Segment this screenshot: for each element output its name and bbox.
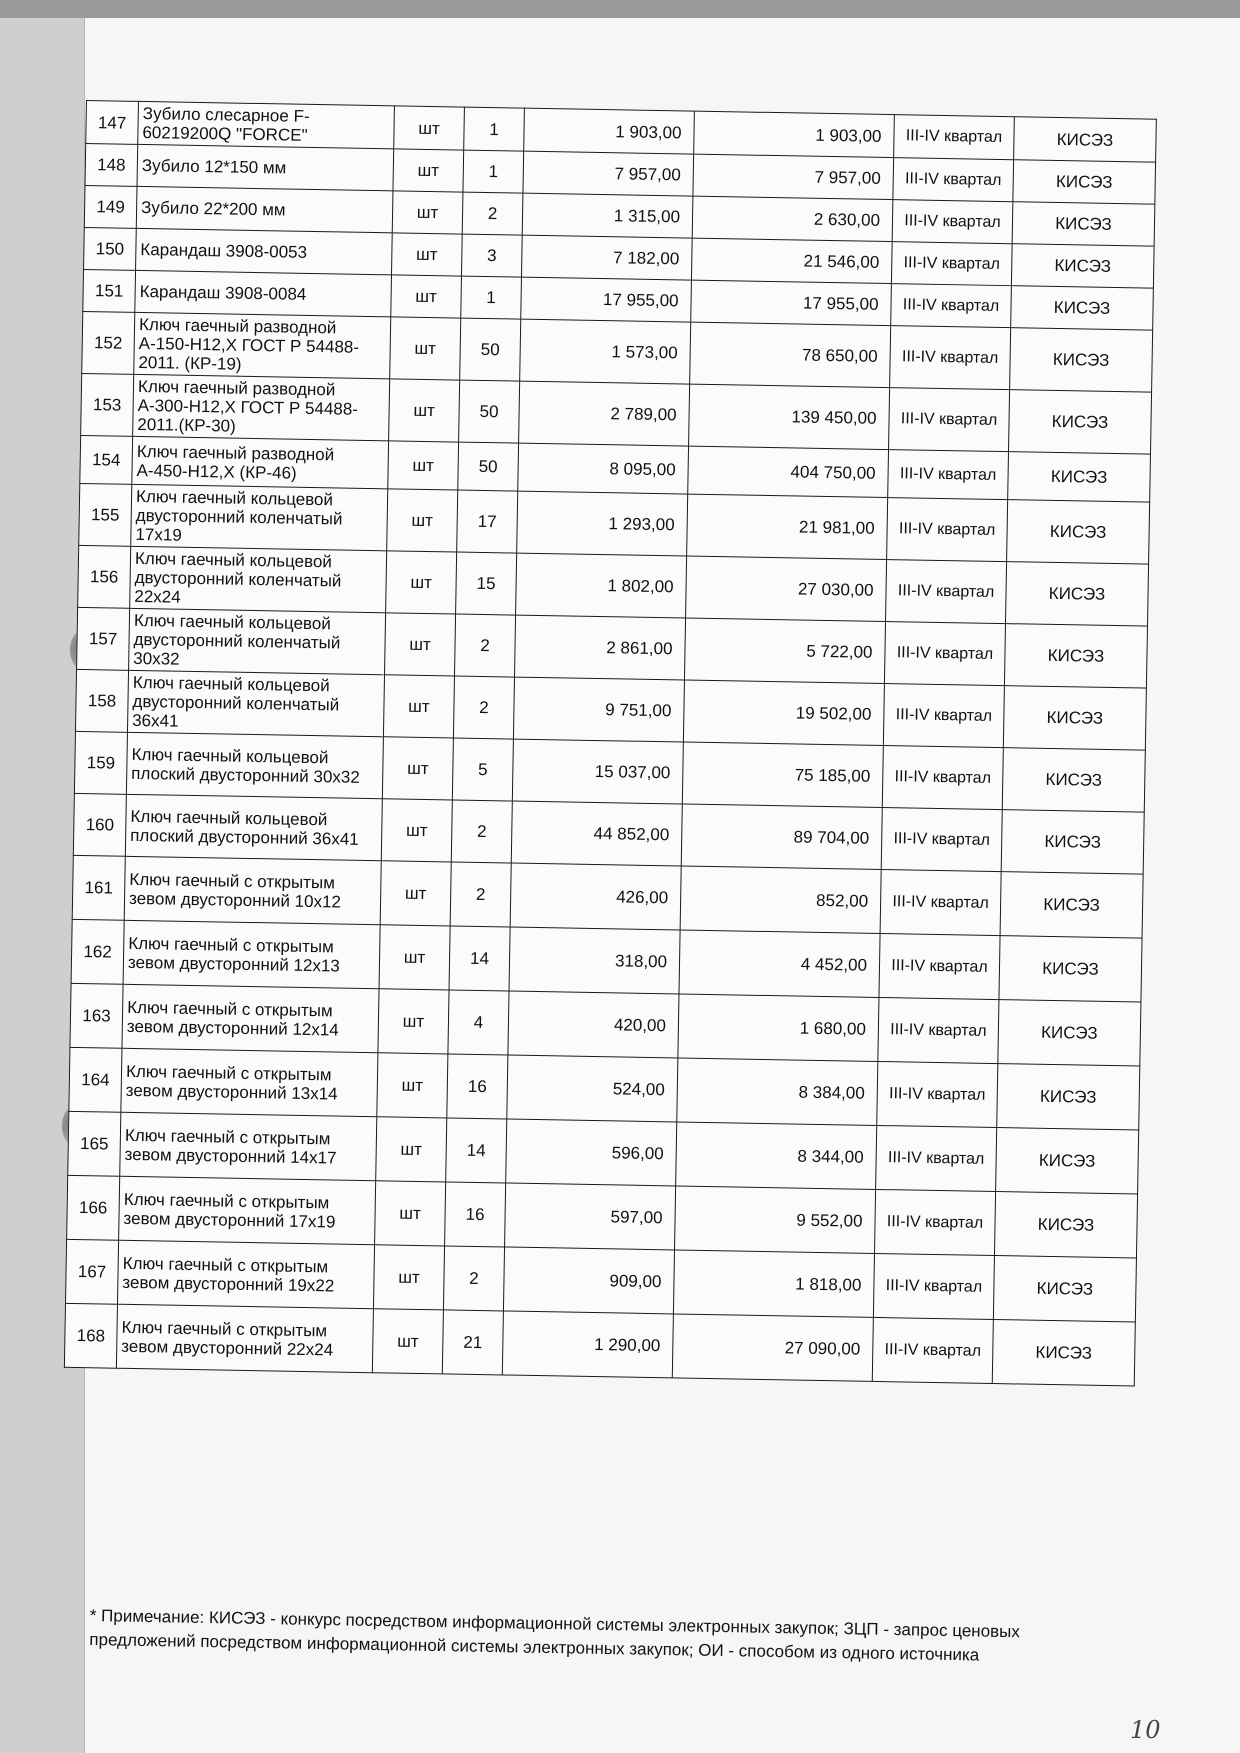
unit-cell: шт bbox=[388, 441, 459, 490]
total-amount-cell: 27 090,00 bbox=[672, 1314, 873, 1381]
delivery-period-cell: III-IV квартал bbox=[890, 326, 1011, 390]
row-number-cell: 166 bbox=[67, 1175, 120, 1240]
unit-cell: шт bbox=[391, 233, 462, 276]
unit-price-cell: 2 861,00 bbox=[514, 615, 685, 680]
procurement-method-cell: КИСЭЗ bbox=[1003, 686, 1146, 750]
item-name-cell: Ключ гаечный с открытым зевом двусторонний 13х14 bbox=[121, 1048, 378, 1116]
procurement-table-container bbox=[64, 100, 1156, 1386]
item-name-cell: Ключ гаечный с открытым зевом двусторонний 17х19 bbox=[119, 1176, 376, 1244]
item-name-cell: Ключ гаечный с открытым зевом двусторонний 22х24 bbox=[116, 1304, 373, 1372]
item-name-cell: Ключ гаечный кольцевой плоский двусторонний 36х41 bbox=[125, 794, 382, 860]
procurement-method-cell: КИСЭЗ bbox=[1000, 872, 1143, 938]
unit-price-cell: 2 789,00 bbox=[519, 381, 690, 446]
total-amount-cell: 19 502,00 bbox=[683, 680, 884, 745]
total-amount-cell: 2 630,00 bbox=[692, 196, 893, 241]
quantity-cell: 2 bbox=[451, 800, 512, 863]
delivery-period-cell: III-IV квартал bbox=[882, 746, 1003, 810]
procurement-method-cell: КИСЭЗ bbox=[1002, 748, 1145, 812]
row-number-cell: 161 bbox=[72, 855, 125, 920]
item-name-cell: Ключ гаечный с открытым зевом двусторонний 19х22 bbox=[117, 1240, 374, 1308]
unit-cell: шт bbox=[378, 989, 449, 1054]
procurement-method-cell: КИСЭЗ bbox=[1011, 286, 1154, 330]
quantity-cell: 1 bbox=[461, 276, 522, 319]
item-name-cell: Ключ гаечный разводной А-300-Н12,Х ГОСТ Р 54488-2011.(КР-30) bbox=[133, 374, 390, 440]
total-amount-cell: 21 981,00 bbox=[687, 494, 888, 559]
quantity-cell: 2 bbox=[455, 614, 516, 677]
total-amount-cell: 139 450,00 bbox=[689, 384, 890, 449]
page-number: 10 bbox=[1130, 1716, 1161, 1744]
row-number-cell: 149 bbox=[84, 185, 137, 228]
item-name-cell: Ключ гаечный с открытым зевом двусторонний 14х17 bbox=[120, 1112, 377, 1180]
row-number-cell: 153 bbox=[81, 373, 134, 436]
quantity-cell: 2 bbox=[453, 676, 514, 739]
delivery-period-cell: III-IV квартал bbox=[878, 997, 999, 1063]
procurement-method-cell: КИСЭЗ bbox=[1004, 624, 1147, 688]
row-number-cell: 164 bbox=[69, 1047, 122, 1112]
total-amount-cell: 1 818,00 bbox=[673, 1250, 874, 1317]
row-number-cell: 168 bbox=[64, 1303, 117, 1368]
unit-cell: шт bbox=[386, 551, 457, 614]
item-name-cell: Ключ гаечный кольцевой двусторонний коленчатый 36х41 bbox=[127, 670, 384, 736]
unit-price-cell: 15 037,00 bbox=[512, 739, 683, 804]
unit-cell: шт bbox=[380, 861, 451, 926]
delivery-period-cell: III-IV квартал bbox=[884, 622, 1005, 686]
procurement-method-cell: КИСЭЗ bbox=[994, 1192, 1137, 1258]
delivery-period-cell: III-IV квартал bbox=[887, 498, 1008, 562]
quantity-cell: 15 bbox=[456, 552, 517, 615]
unit-cell: шт bbox=[391, 275, 462, 318]
item-name-cell: Ключ гаечный кольцевой двусторонний коленчатый 30х32 bbox=[129, 608, 386, 674]
total-amount-cell: 7 957,00 bbox=[693, 154, 894, 199]
delivery-period-cell: III-IV квартал bbox=[876, 1125, 997, 1191]
delivery-period-cell: III-IV квартал bbox=[872, 1317, 993, 1383]
unit-cell: шт bbox=[373, 1245, 444, 1310]
row-number-cell: 148 bbox=[85, 144, 138, 187]
quantity-cell: 14 bbox=[449, 926, 510, 991]
row-number-cell: 163 bbox=[70, 983, 123, 1048]
row-number-cell: 167 bbox=[65, 1239, 118, 1304]
unit-price-cell: 1 290,00 bbox=[502, 1311, 673, 1378]
delivery-period-cell: III-IV квартал bbox=[880, 869, 1001, 935]
delivery-period-cell: III-IV квартал bbox=[891, 284, 1012, 328]
procurement-method-cell: КИСЭЗ bbox=[1007, 500, 1150, 564]
unit-cell: шт bbox=[372, 1309, 443, 1374]
row-number-cell: 157 bbox=[77, 607, 130, 670]
unit-cell: шт bbox=[383, 675, 454, 738]
unit-cell: шт bbox=[393, 149, 464, 192]
total-amount-cell: 5 722,00 bbox=[684, 618, 885, 683]
quantity-cell: 1 bbox=[464, 107, 525, 151]
unit-price-cell: 44 852,00 bbox=[511, 801, 682, 866]
unit-cell: шт bbox=[376, 1117, 447, 1182]
delivery-period-cell: III-IV квартал bbox=[874, 1189, 995, 1255]
unit-price-cell: 8 095,00 bbox=[518, 443, 689, 494]
quantity-cell: 1 bbox=[463, 150, 524, 193]
unit-cell: шт bbox=[379, 925, 450, 990]
row-number-cell: 160 bbox=[73, 793, 126, 856]
delivery-period-cell: III-IV квартал bbox=[892, 200, 1013, 244]
total-amount-cell: 9 552,00 bbox=[675, 1186, 876, 1253]
item-name-cell: Ключ гаечный с открытым зевом двусторонний 12х13 bbox=[123, 920, 380, 988]
unit-cell: шт bbox=[377, 1053, 448, 1118]
row-number-cell: 155 bbox=[79, 483, 132, 546]
footnote: * Примечание: КИСЭЗ - конкурс посредством информационной системы электронных закупок; ЗЦП - запрос ценовых предложений посредством информационной системы электронных закупок; ОИ - способом из одного источника bbox=[89, 1605, 1021, 1665]
unit-cell: шт bbox=[394, 106, 465, 150]
quantity-cell: 2 bbox=[462, 192, 523, 235]
row-number-cell: 162 bbox=[71, 919, 124, 984]
unit-price-cell: 1 903,00 bbox=[524, 108, 695, 154]
row-number-cell: 165 bbox=[68, 1111, 121, 1176]
procurement-method-cell: КИСЭЗ bbox=[1011, 244, 1154, 288]
procurement-method-cell: КИСЭЗ bbox=[992, 1320, 1135, 1386]
procurement-method-cell: КИСЭЗ bbox=[996, 1128, 1139, 1194]
row-number-cell: 152 bbox=[82, 311, 135, 374]
quantity-cell: 2 bbox=[450, 862, 511, 927]
unit-price-cell: 909,00 bbox=[503, 1247, 674, 1314]
total-amount-cell: 27 030,00 bbox=[686, 556, 887, 621]
delivery-period-cell: III-IV квартал bbox=[888, 450, 1009, 500]
delivery-period-cell: III-IV квартал bbox=[877, 1061, 998, 1127]
item-name-cell: Ключ гаечный кольцевой двусторонний коленчатый 17х19 bbox=[131, 484, 388, 550]
item-name-cell: Ключ гаечный кольцевой двусторонний коленчатый 22х24 bbox=[130, 546, 387, 612]
procurement-method-cell: КИСЭЗ bbox=[1006, 562, 1149, 626]
procurement-method-cell: КИСЭЗ bbox=[1013, 160, 1156, 204]
quantity-cell: 5 bbox=[452, 738, 513, 801]
total-amount-cell: 4 452,00 bbox=[679, 930, 880, 997]
quantity-cell: 2 bbox=[443, 1246, 504, 1311]
procurement-method-cell: КИСЭЗ bbox=[1014, 117, 1157, 162]
quantity-cell: 50 bbox=[460, 318, 521, 381]
unit-price-cell: 1 573,00 bbox=[520, 319, 691, 384]
row-number-cell: 159 bbox=[74, 731, 127, 794]
delivery-period-cell: III-IV квартал bbox=[886, 560, 1007, 624]
item-name-cell: Ключ гаечный разводной А-450-Н12,Х (КР-46) bbox=[132, 436, 389, 488]
quantity-cell: 16 bbox=[445, 1182, 506, 1247]
item-name-cell: Ключ гаечный с открытым зевом двусторонний 12х14 bbox=[122, 984, 379, 1052]
item-name-cell: Ключ гаечный с открытым зевом двусторонний 10х12 bbox=[124, 856, 381, 924]
procurement-method-cell: КИСЭЗ bbox=[997, 1064, 1140, 1130]
unit-price-cell: 7 957,00 bbox=[523, 151, 694, 196]
total-amount-cell: 1 903,00 bbox=[694, 111, 895, 157]
unit-cell: шт bbox=[385, 613, 456, 676]
unit-cell: шт bbox=[387, 489, 458, 552]
total-amount-cell: 75 185,00 bbox=[682, 742, 883, 807]
total-amount-cell: 89 704,00 bbox=[681, 804, 882, 869]
unit-price-cell: 17 955,00 bbox=[521, 277, 692, 322]
quantity-cell: 14 bbox=[446, 1118, 507, 1183]
delivery-period-cell: III-IV квартал bbox=[883, 684, 1004, 748]
table-body bbox=[64, 101, 1156, 1386]
procurement-table bbox=[64, 100, 1157, 1386]
procurement-method-cell: КИСЭЗ bbox=[999, 936, 1142, 1002]
unit-cell: шт bbox=[390, 317, 461, 380]
quantity-cell: 16 bbox=[447, 1054, 508, 1119]
unit-price-cell: 9 751,00 bbox=[513, 677, 684, 742]
item-name-cell: Ключ гаечный кольцевой плоский двусторонний 30х32 bbox=[126, 732, 383, 798]
unit-price-cell: 318,00 bbox=[509, 927, 680, 994]
total-amount-cell: 78 650,00 bbox=[690, 322, 891, 387]
unit-cell: шт bbox=[389, 379, 460, 442]
total-amount-cell: 17 955,00 bbox=[691, 280, 892, 325]
delivery-period-cell: III-IV квартал bbox=[889, 388, 1010, 452]
row-number-cell: 158 bbox=[75, 669, 128, 732]
row-number-cell: 156 bbox=[78, 545, 131, 608]
total-amount-cell: 21 546,00 bbox=[691, 238, 892, 283]
quantity-cell: 50 bbox=[458, 442, 519, 491]
unit-price-cell: 1 802,00 bbox=[516, 553, 687, 618]
unit-cell: шт bbox=[381, 799, 452, 862]
row-number-cell: 150 bbox=[84, 227, 137, 270]
scan-top-edge bbox=[0, 0, 1240, 18]
item-name-cell: Зубило 22*200 мм bbox=[136, 186, 393, 232]
quantity-cell: 50 bbox=[459, 380, 520, 443]
total-amount-cell: 404 750,00 bbox=[688, 446, 889, 497]
delivery-period-cell: III-IV квартал bbox=[879, 933, 1000, 999]
unit-price-cell: 1 315,00 bbox=[522, 193, 693, 238]
unit-cell: шт bbox=[375, 1181, 446, 1246]
delivery-period-cell: III-IV квартал bbox=[893, 158, 1014, 202]
item-name-cell: Зубило 12*150 мм bbox=[137, 144, 394, 190]
row-number-cell: 154 bbox=[80, 435, 133, 484]
total-amount-cell: 1 680,00 bbox=[678, 994, 879, 1061]
procurement-method-cell: КИСЭЗ bbox=[1010, 328, 1153, 392]
unit-price-cell: 524,00 bbox=[507, 1055, 678, 1122]
total-amount-cell: 852,00 bbox=[680, 866, 881, 933]
quantity-cell: 17 bbox=[457, 490, 518, 553]
delivery-period-cell: III-IV квартал bbox=[873, 1253, 994, 1319]
row-number-cell: 151 bbox=[83, 269, 136, 312]
unit-price-cell: 597,00 bbox=[505, 1183, 676, 1250]
procurement-method-cell: КИСЭЗ bbox=[998, 1000, 1141, 1066]
unit-price-cell: 426,00 bbox=[510, 863, 681, 930]
item-name-cell: Карандаш 3908-0053 bbox=[136, 228, 393, 274]
quantity-cell: 21 bbox=[442, 1310, 503, 1375]
unit-price-cell: 1 293,00 bbox=[517, 491, 688, 556]
unit-price-cell: 7 182,00 bbox=[521, 235, 692, 280]
quantity-cell: 4 bbox=[448, 990, 509, 1055]
procurement-method-cell: КИСЭЗ bbox=[1009, 390, 1152, 454]
procurement-method-cell: КИСЭЗ bbox=[1008, 452, 1151, 502]
unit-price-cell: 420,00 bbox=[508, 991, 679, 1058]
procurement-method-cell: КИСЭЗ bbox=[1001, 810, 1144, 874]
row-number-cell: 147 bbox=[86, 101, 139, 145]
unit-price-cell: 596,00 bbox=[506, 1119, 677, 1186]
item-name-cell: Карандаш 3908-0084 bbox=[135, 270, 392, 316]
delivery-period-cell: III-IV квартал bbox=[881, 808, 1002, 872]
delivery-period-cell: III-IV квартал bbox=[894, 115, 1015, 160]
item-name-cell: Зубило слесарное F-60219200Q "FORCE" bbox=[138, 101, 395, 148]
quantity-cell: 3 bbox=[461, 234, 522, 277]
procurement-method-cell: КИСЭЗ bbox=[1012, 202, 1155, 246]
procurement-method-cell: КИСЭЗ bbox=[993, 1256, 1136, 1322]
unit-cell: шт bbox=[392, 191, 463, 234]
total-amount-cell: 8 384,00 bbox=[677, 1058, 878, 1125]
total-amount-cell: 8 344,00 bbox=[676, 1122, 877, 1189]
item-name-cell: Ключ гаечный разводной А-150-Н12,Х ГОСТ Р 54488-2011. (КР-19) bbox=[134, 312, 391, 378]
unit-cell: шт bbox=[382, 737, 453, 800]
delivery-period-cell: III-IV квартал bbox=[891, 242, 1012, 286]
